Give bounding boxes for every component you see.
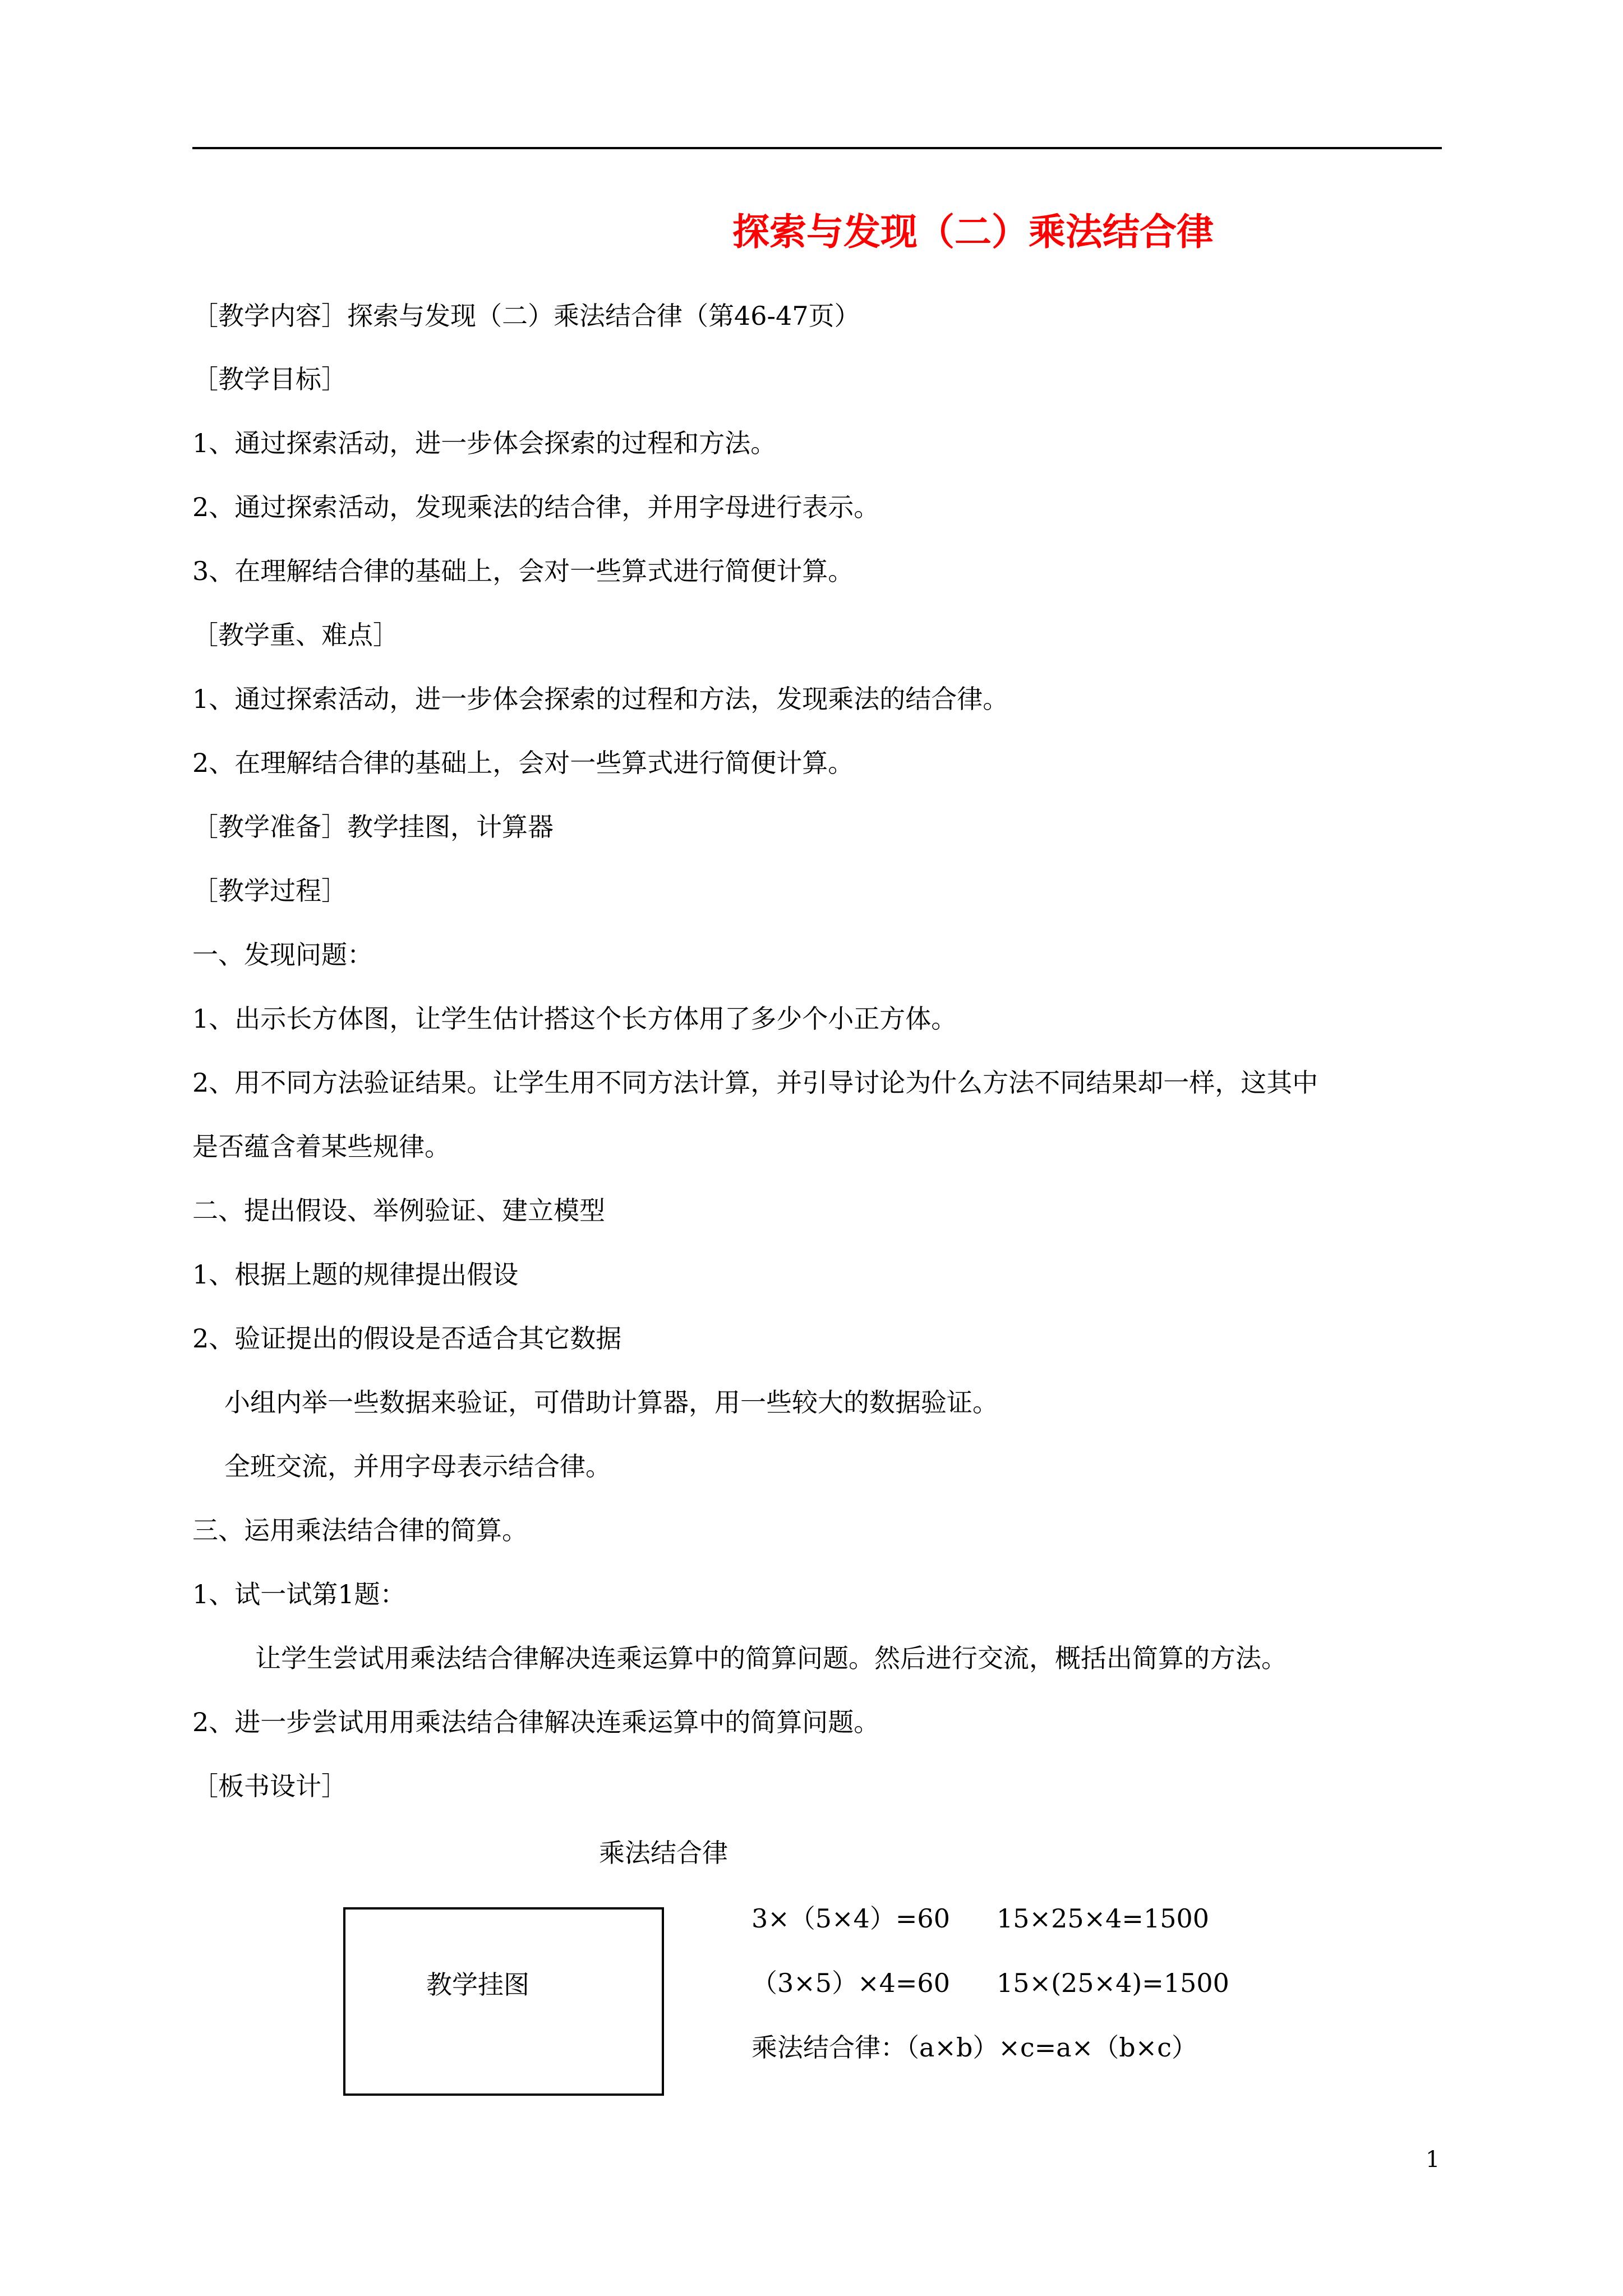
- header-rule: [192, 147, 1442, 149]
- process-part-2-step-2: 2、验证提出的假设是否适合其它数据: [192, 1323, 622, 1354]
- process-part-1-heading: 一、发现问题：: [192, 940, 373, 970]
- process-part-2-note-2: 全班交流，并用字母表示结合律。: [224, 1451, 611, 1481]
- board-equation-2b: 15×(25×4)=1500: [997, 1968, 1229, 1998]
- board-wall-chart-label: 教学挂图: [426, 1970, 529, 2000]
- section-heading-process: ［教学过程］: [192, 876, 347, 906]
- section-heading-key-points: ［教学重、难点］: [192, 620, 399, 650]
- key-point-1: 1、通过探索活动，进一步体会探索的过程和方法，发现乘法的结合律。: [192, 684, 1009, 714]
- objective-3: 3、在理解结合律的基础上，会对一些算式进行简便计算。: [192, 556, 854, 586]
- section-heading-board-design: ［板书设计］: [192, 1771, 347, 1801]
- process-part-2-step-1: 1、根据上题的规律提出假设: [192, 1259, 519, 1290]
- board-equation-1a: 3×（5×4）=60: [751, 1903, 950, 1934]
- objective-1: 1、通过探索活动，进一步体会探索的过程和方法。: [192, 428, 777, 458]
- process-part-3-step-2: 2、进一步尝试用用乘法结合律解决连乘运算中的简算问题。: [192, 1707, 880, 1737]
- process-part-2-heading: 二、提出假设、举例验证、建立模型: [192, 1195, 605, 1226]
- section-heading-objectives: ［教学目标］: [192, 364, 347, 394]
- board-equation-2a: （3×5）×4=60: [751, 1968, 950, 1998]
- key-point-2: 2、在理解结合律的基础上，会对一些算式进行简便计算。: [192, 748, 854, 778]
- process-part-2-note-1: 小组内举一些数据来验证，可借助计算器，用一些较大的数据验证。: [224, 1387, 998, 1418]
- board-title: 乘法结合律: [599, 1838, 728, 1868]
- process-part-3-step-1: 1、试一试第1题：: [192, 1579, 406, 1609]
- board-equation-1b: 15×25×4=1500: [997, 1903, 1210, 1934]
- teaching-preparation-line: ［教学准备］教学挂图，计算器: [192, 812, 554, 842]
- process-part-1-step-1: 1、出示长方体图，让学生估计搭这个长方体用了多少个小正方体。: [192, 1004, 957, 1034]
- board-wall-chart-box: [343, 1907, 664, 2096]
- page-number: 1: [1426, 2147, 1440, 2173]
- objective-2: 2、通过探索活动，发现乘法的结合律，并用字母进行表示。: [192, 492, 880, 522]
- page-title: 探索与发现（二）乘法结合律: [732, 210, 1214, 254]
- board-associative-law: 乘法结合律：（a×b）×c=a×（b×c）: [751, 2032, 1197, 2063]
- teaching-content-line: ［教学内容］探索与发现（二）乘法结合律（第46-47页）: [192, 301, 860, 331]
- process-part-3-heading: 三、运用乘法结合律的简算。: [192, 1515, 528, 1545]
- process-part-3-note: 让学生尝试用乘法结合律解决连乘运算中的简算问题。然后进行交流，概括出简算的方法。: [255, 1643, 1287, 1673]
- process-part-1-step-2-continued: 是否蕴含着某些规律。: [192, 1131, 450, 1162]
- process-part-1-step-2: 2、用不同方法验证结果。让学生用不同方法计算，并引导讨论为什么方法不同结果却一样，这其中: [192, 1068, 1318, 1098]
